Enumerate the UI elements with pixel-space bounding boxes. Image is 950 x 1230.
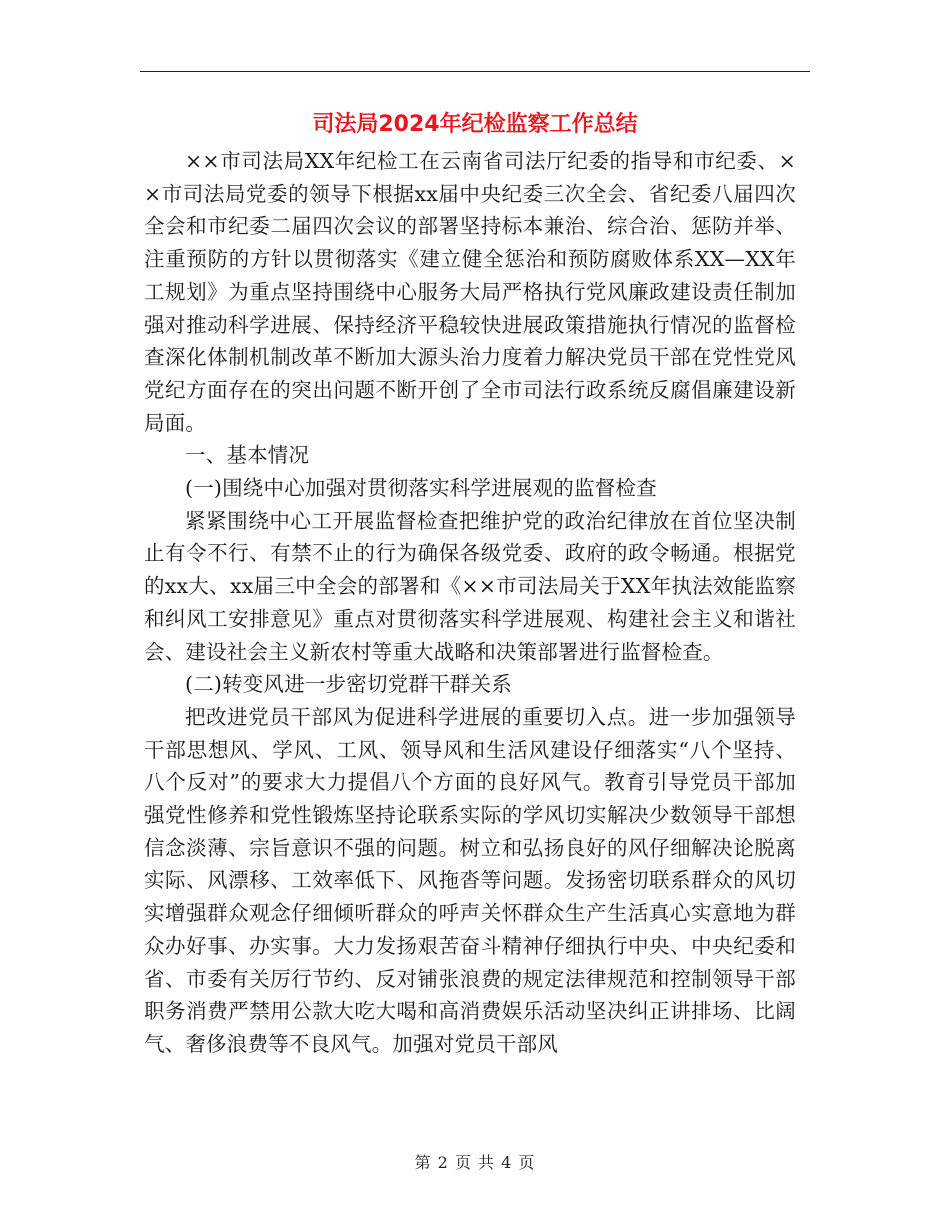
subsection-heading-2: (二)转变风进一步密切党群干群关系 xyxy=(185,672,512,697)
document-body xyxy=(144,145,796,1061)
paragraph-1: 紧紧围绕中心工开展监督检查把维护党的政治纪律放在首位坚决制止有令不行、有禁不止的行为确保各级党委、政府的政令畅通。根据党的xx大、xx届三中全会的部署和《××市司法局关于XX年执法效能监察和纠风工安排意见》重点对贯彻落实科学进展观、构建社会主义和谐社会、建设社会主义新农村等重大战略和决策部署进行监督检查。 xyxy=(144,508,796,664)
page-number-footer: 第 2 页 共 4 页 xyxy=(414,1153,536,1172)
subsection-heading-1: (一)围绕中心加强对贯彻落实科学进展观的监督检查 xyxy=(185,476,657,501)
header-rule xyxy=(140,71,810,72)
document-title: 司法局2024年纪检监察工作总结 xyxy=(312,112,638,137)
paragraph-2: 把改进党员干部风为促进科学进展的重要切入点。进一步加强领导干部思想风、学风、工风、领导风和生活风建设仔细落实“八个坚持、八个反对”的要求大力提倡八个方面的良好风气。教育引导党员干部加强党性修养和党性锻炼坚持论联系实际的学风切实解决少数领导干部想信念淡薄、宗旨意识不强的问题。树立和弘扬良好的风仔细解决论脱离实际、风漂移、工效率低下、风拖沓等问题。发扬密切联系群众的风切实增强群众观念仔细倾听群众的呼声关怀群众生产生活真心实意地为群众办好事、办实事。大力发扬艰苦奋斗精神仔细执行中央、中央纪委和省、市委有关厉行节约、反对铺张浪费的规定法律规范和控制领导干部职务消费严禁用公款大吃大喝和高消费娱乐活动坚决纠正讲排场、比阔气、奢侈浪费等不良风气。加强对党员干部风 xyxy=(144,704,796,1056)
section-heading: 一、基本情况 xyxy=(185,443,310,468)
paragraph-intro: ××市司法局XX年纪检工在云南省司法厅纪委的指导和市纪委、××市司法局党委的领导下根据xx届中央纪委三次全会、省纪委八届四次全会和市纪委二届四次会议的部署坚持标本兼治、综合治、惩防并举、注重预防的方针以贯彻落实《建立健全惩治和预防腐败体系XX—XX年工规划》为重点坚持围绕中心服务大局严格执行党风廉政建设责任制加强对推动科学进展、保持经济平稳较快进展政策措施执行情况的监督检查深化体制机制改革不断加大源头治力度着力解决党员干部在党性党风党纪方面存在的突出问题不断开创了全市司法行政系统反腐倡廉建设新局面。 xyxy=(144,149,796,435)
